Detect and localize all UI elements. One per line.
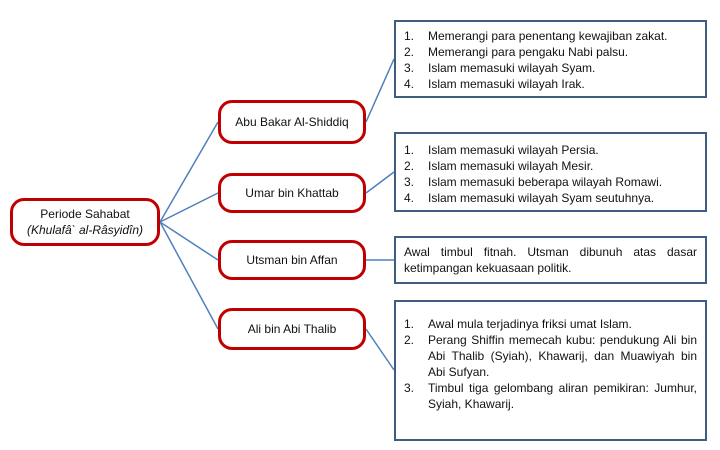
details-list [404,316,697,412]
details-list [404,142,697,206]
connector-abu-bakar-details [366,59,394,122]
root-title: Periode Sahabat [40,207,130,221]
list-item: 3. Islam memasuki beberapa wilayah Romawi. [404,175,663,189]
list-item: 4. Islam memasuki wilayah Irak. [404,77,585,91]
details-paragraph: Awal timbul fitnah. Utsman dibunuh atas dasar ketimpangan kekuasaan politik. [404,245,697,275]
list-item: 4. Islam memasuki wilayah Syam seutuhnya. [404,191,655,205]
list-item: 2. Islam memasuki wilayah Mesir. [404,159,594,173]
branch-node-utsman [218,240,366,280]
branch-node-umar [218,173,366,213]
list-item: 1. Awal mula terjadinya friksi umat Islam. [404,317,632,331]
connector-root-utsman [160,222,218,260]
branch-label: Abu Bakar Al-Shiddiq [235,115,349,129]
root-subtitle: (Khulafâ` al-Râsyidîn) [26,223,144,237]
details-list [404,28,697,92]
list-item: 3. Islam memasuki wilayah Syam. [404,61,596,75]
list-item: 3. Timbul tiga gelombang aliran pemikiran: Jumhur, Syiah, Khawarij. [404,381,697,411]
root-node-periode-sahabat [10,198,160,246]
details-box-ali [394,300,707,441]
list-item: 1. Islam memasuki wilayah Persia. [404,143,599,157]
details-box-abu-bakar [394,20,707,98]
details-box-umar [394,132,707,212]
branch-label: Ali bin Abi Thalib [247,322,337,336]
list-item: 2. Perang Shiffin memecah kubu: pendukung Ali bin Abi Thalib (Syiah), Khawarij, dan Muawiyah bin Abi Sufyan. [404,333,697,379]
connector-umar-details [366,172,394,193]
connector-ali-details [366,329,394,370]
list-item: 1. Memerangi para penentang kewajiban zakat. [404,29,668,43]
branch-label: Utsman bin Affan [246,253,338,267]
list-item: 2. Memerangi para pengaku Nabi palsu. [404,45,629,59]
branch-label: Umar bin Khattab [245,186,339,200]
connector-root-ali [160,222,218,329]
branch-node-abu-bakar [218,100,366,144]
details-box-utsman [394,236,707,284]
branch-node-ali [218,308,366,350]
